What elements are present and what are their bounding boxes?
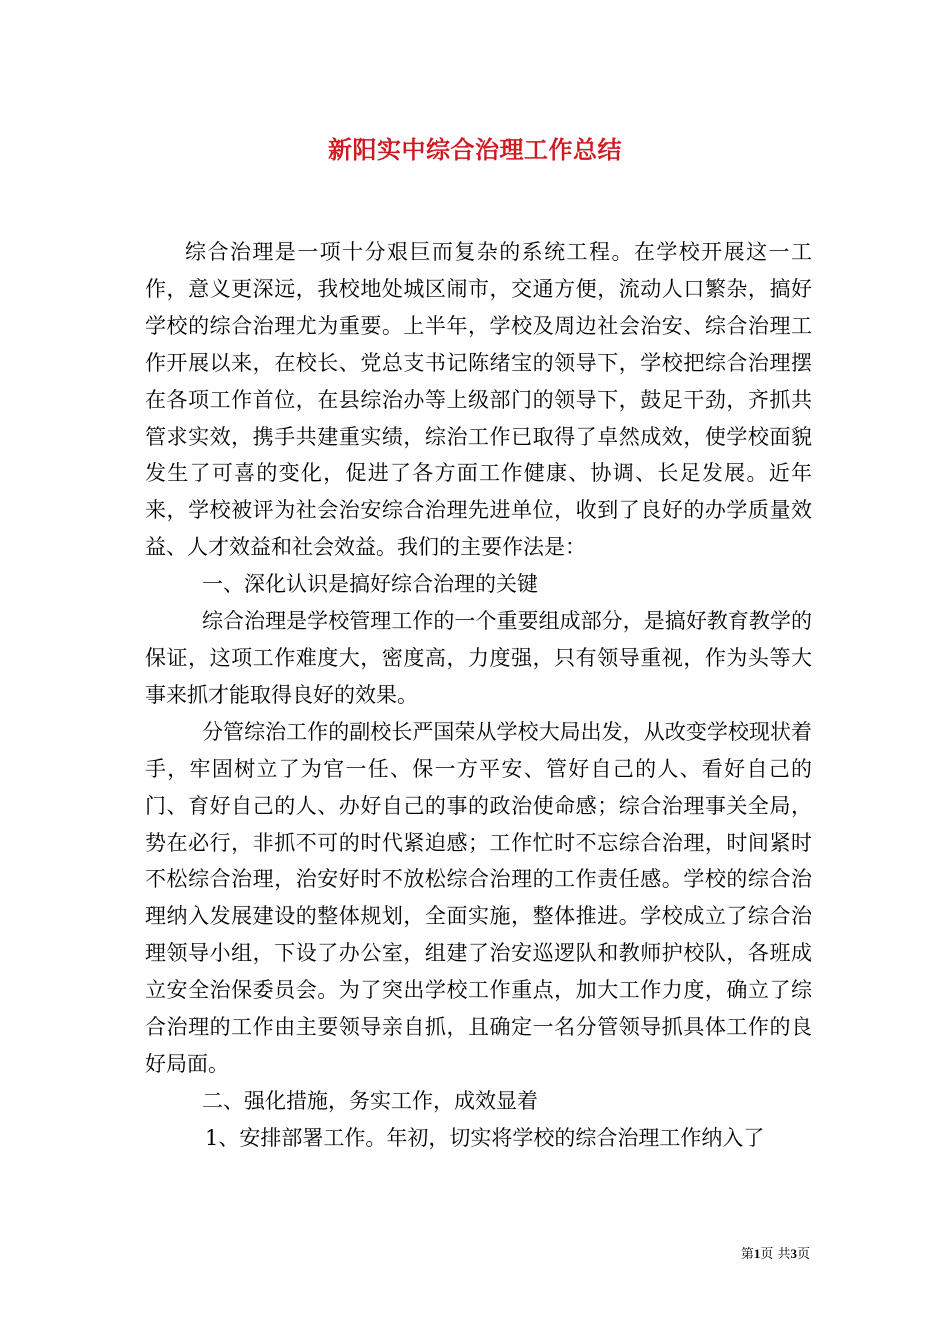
footer-middle: 页 共 [760, 1247, 791, 1262]
body-paragraph: 分管综治工作的副校长严国荣从学校大局出发，从改变学校现状着手，牢固树立了为官一任、保一方平安、管好自己的人、看好自己的门、育好自己的人、办好自己的事的政治使命感；综合治理事关全局，势在必行，非抓不可的时代紧迫感；工作忙时不忘综合治理，时间紧时不松综合治理，治安好时不放松综合治理的工作责任感。学校的综合治理纳入发展建设的整体规划，全面实施，整体推进。学校成立了综合治理领导小组，下设了办公室，组建了治安巡逻队和教师护校队，各班成立安全治保委员会。为了突出学校工作重点，加大工作力度，确立了综合治理的工作由主要领导亲自抓，且确定一名分管领导抓具体工作的良好局面。 [145, 719, 812, 1076]
total-page-number: 3 [790, 1246, 797, 1261]
footer-suffix: 页 [796, 1247, 810, 1262]
document-title: 新阳实中综合治理工作总结 [328, 135, 622, 164]
footer-prefix: 第 [740, 1247, 754, 1262]
current-page-number: 1 [753, 1246, 761, 1261]
numbered-item-1: 1、安排部署工作。年初，切实将学校的综合治理工作纳入了 [205, 1125, 765, 1150]
section-heading-2: 二、强化措施，务实工作，成效显着 [202, 1088, 538, 1113]
body-paragraph: 综合治理是学校管理工作的一个重要组成部分，是搞好教育教学的保证，这项工作难度大，密度高，力度强，只有领导重视，作为头等大事来抓才能取得良好的效果。 [145, 609, 812, 707]
document-body [145, 234, 812, 1157]
intro-paragraph: 综合治理是一项十分艰巨而复杂的系统工程。在学校开展这一工作，意义更深远，我校地处城区闹市，交通方便，流动人口繁杂，搞好学校的综合治理尤为重要。上半年，学校及周边社会治安、综合治理工作开展以来，在校长、党总支书记陈绪宝的领导下，学校把综合治理摆在各项工作首位，在县综治办等上级部门的领导下，鼓足干劲，齐抓共管求实效，携手共建重实绩，综治工作已取得了卓然成效，使学校面貌发生了可喜的变化，促进了各方面工作健康、协调、长足发展。近年来，学校被评为社会治安综合治理先进单位，收到了良好的办学质量效益、人才效益和社会效益。我们的主要作法是： [145, 240, 812, 560]
section-heading-1: 一、深化认识是搞好综合治理的关键 [202, 572, 538, 597]
page-footer [700, 1245, 810, 1264]
